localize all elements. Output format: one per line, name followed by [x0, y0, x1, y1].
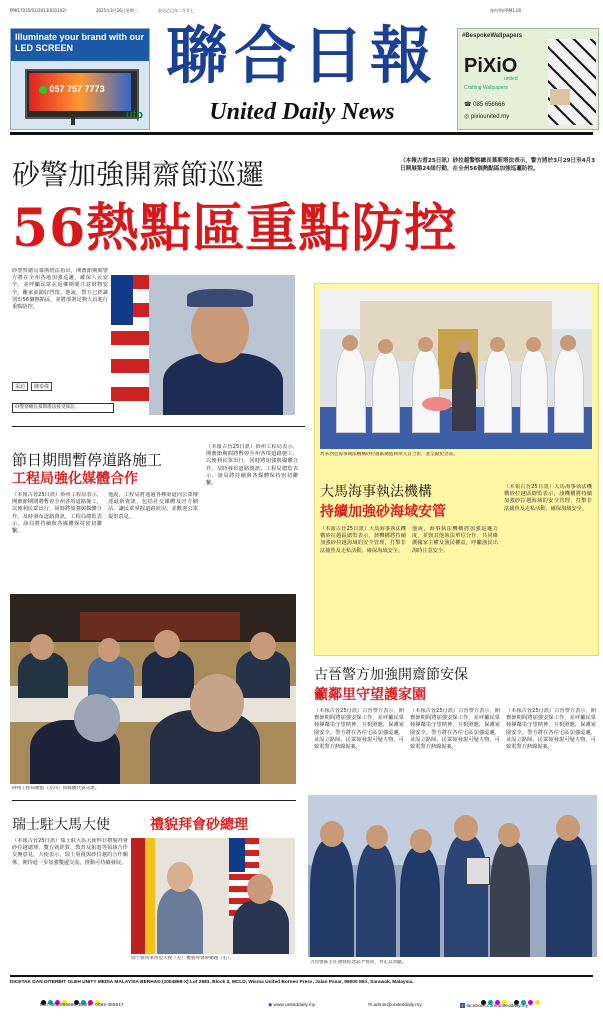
road-headline: 工程局強化媒體合作 — [12, 471, 138, 487]
kuching-body-3: （本報古晉25日訊）古晉警方表示，開齋節期間將加強安保工作，並呼籲民眾發揮鄰里守望精神，互相照應，保護家園安全。警方將在各住宅區加強巡邏，並設立路障。民眾如發現可疑人物，可致電警方熱線報案。 — [506, 708, 596, 751]
price-line: 每份售价RM1.00 — [490, 8, 522, 13]
road-photo — [10, 594, 296, 784]
lead-caption: 砂警察總長慕斯塔法接受採訪。 — [12, 403, 114, 413]
ad-led-screen[interactable] — [10, 28, 150, 130]
swiss-photo — [131, 838, 295, 954]
maritime-body-1: （本報古晉25日訊）大馬海事執法機構砂拉越區總監表示，該機構將持續加強砂拉越海域的安全管理，打擊非法捕魚及走私活動，確保海域安全。 — [320, 526, 406, 554]
lead-intro: （本報古晉25日訊）砂拉越警察總長慕斯塔法表示，警方將於3月29日至4月3日開展第24屆行動，在全州56個熱點區加強巡邏防控。 — [400, 158, 596, 172]
lead-headline: 56熱點區重點防控 — [12, 198, 458, 259]
road-caption: 砂州工程局總監（左四）與媒體代表交流。 — [12, 786, 100, 791]
date-line: 2025年3月26日星期三 — [96, 8, 138, 13]
whatsapp-icon — [39, 86, 47, 94]
ad-right-handle: ◎ pixiounited.my — [464, 114, 510, 120]
footer-publisher: DICETAK DAN DITERBIT OLEH UNITY MEDIA MALAYSIA BERHAD (1004898-X) Lot 2683, Block 3, MCLD, Wisma United Borneo Press, Jalan Pasar, 98000 Miri, Sarawak, Malaysia. — [10, 980, 414, 985]
lead-kicker: 砂警加強開齋節巡邏 — [12, 158, 265, 191]
ad-right-tagline: Crafting Wallpapers — [464, 85, 508, 91]
kuching-body-1: （本報古晉25日訊）古晉警方表示，開齋節期間將加強安保工作，並呼籲民眾發揮鄰里守望精神，互相照應，保護家園安全。警方將在各住宅區加強巡邏，並設立路障。民眾如發現可疑人物，可致電警方熱線報案。 — [314, 708, 404, 751]
road-kicker: 節日期間暫停道路施工 — [12, 451, 163, 469]
ad-left-phone: 057 757 7773 — [39, 84, 105, 94]
masthead-title: 聯合日報 — [165, 19, 438, 92]
road-body-2: 他說，工程局將通過各種渠道向公眾傳達最新資訊，包括社交媒體及官方網站，讓民眾掌握道路狀況，並歡迎公眾提供意見。 — [108, 492, 198, 520]
kuching-headline: 籲鄰里守望護家園 — [314, 687, 426, 703]
instagram-icon: ◎ — [464, 114, 470, 120]
masthead-rule — [10, 132, 593, 135]
lunar-date: 农历乙巳年二月廿七 — [158, 8, 194, 13]
road-body-3: （本報古晉25日訊）砂州工程局表示，開齋節期間將暫停全州各項道路施工，以便利民眾出行，同時將加強與媒體合作，及時發布道路資訊。工程局總監表示，該局將持續與各媒體保持密切聯繫。 — [206, 444, 298, 487]
footer-email[interactable]: ✉ admin@uniteddaily.my — [368, 1003, 422, 1008]
masthead-title-en: United Daily News — [209, 99, 395, 125]
swiss-caption: 瑞士駐馬來西亞大使（左）禮貌拜會砂總理（右）。 — [131, 956, 235, 961]
ad-right-hashtag: #BespokeWallpapers — [462, 33, 523, 39]
maritime-headline: 持續加強砂海域安管 — [320, 504, 446, 520]
footer-facebook[interactable]: f facebook.com/uniteddaily.my — [461, 1003, 528, 1009]
kuching-caption: 古晉警區主任頒發紀念品予警員，肯定其貢獻。 — [310, 960, 407, 965]
globe-icon: ◉ — [268, 1003, 273, 1008]
maritime-photo-caption: 馬來西亞海事執法機構砂拉越區總監與州元首合影，並呈獻紀念品。 — [320, 452, 458, 457]
ad-right-sub: united — [504, 76, 518, 82]
section-divider — [12, 426, 305, 427]
kuching-kicker: 古晉警方加強開齋節安保 — [314, 667, 468, 683]
swiss-headline: 禮貌拜會砂總理 — [150, 817, 248, 833]
footer-rule — [10, 975, 593, 977]
ad-left-brand: utp — [125, 109, 143, 121]
footer-web[interactable]: ◉ www.uniteddaily.my — [268, 1003, 316, 1008]
maritime-body-2: 他說，海事執法機構將加強巡邏力度，並與其他執法單位合作，共同維護國家主權及漁民權益，呼籲漁民出海時注意安全。 — [412, 526, 498, 554]
mail-icon: ✉ — [368, 1003, 373, 1008]
ad-pixio[interactable] — [457, 28, 599, 130]
lead-body: 砂警察總長慕斯塔法指出，開齋節期間警方將在全州各地加強巡邏，確保人民安全，並呼籲民眾在返鄉期間注意財物安全，離家前鎖好門窗。他說，警方已經識別出56個熱點區，並將部署足夠人員進行重點防控。 — [12, 268, 108, 311]
section-divider-2 — [12, 800, 296, 801]
swiss-kicker: 瑞士駐大馬大使 — [12, 817, 110, 833]
swiss-body: （本報古晉25日訊）瑞士駐大馬大使昨日禮貌拜會砂拉越總理，雙方就經貿、教育及旅遊等領域合作交換意見。大使表示，瑞士重視與砂拉越的合作關係，期待進一步加強雙邊交流，推動可持續發展。 — [12, 838, 128, 866]
lead-photo — [111, 275, 295, 415]
maritime-photo — [320, 289, 592, 449]
lead-byline: 采訪 陳泰偉 — [12, 382, 55, 391]
road-body-1: （本報古晉25日訊）砂州工程局表示，開齋節期間將暫停全州各項道路施工，以便利民眾出行，同時將加強與媒體合作，及時發布道路資訊。工程局總監表示，該局將持續與各媒體保持密切聯繫。 — [12, 492, 102, 535]
kuching-photo — [308, 795, 597, 957]
maritime-body-3: （本報古晉25日訊）大馬海事執法機構砂拉越區總監表示，該機構將持續加強砂拉越海域的安全管理，打擊非法捕魚及走私活動，確保海域安全。 — [504, 484, 592, 512]
kuching-body-2: （本報古晉25日訊）古晉警方表示，開齋節期間將加強安保工作，並呼籲民眾發揮鄰里守望精神，互相照應，保護家園安全。警方將在各住宅區加強巡邏，並設立路障。民眾如發現可疑人物，可致電警方熱線報案。 — [410, 708, 500, 751]
ad-right-brand: PiXiO — [464, 55, 518, 77]
issue-meta: PPK17035/02/2013(031102) — [10, 8, 67, 13]
facebook-icon: f — [461, 1003, 464, 1008]
footer-contacts: Miri: 085-656666, Brunei: 0092-455917 — [40, 1003, 124, 1008]
ad-right-phone: ☎ 085 656666 — [464, 102, 505, 108]
ad-left-headline: Illuminate your brand with our LED SCREEN — [15, 32, 145, 53]
maritime-kicker: 大馬海事執法機構 — [320, 484, 432, 500]
phone-icon: ☎ — [464, 102, 472, 108]
